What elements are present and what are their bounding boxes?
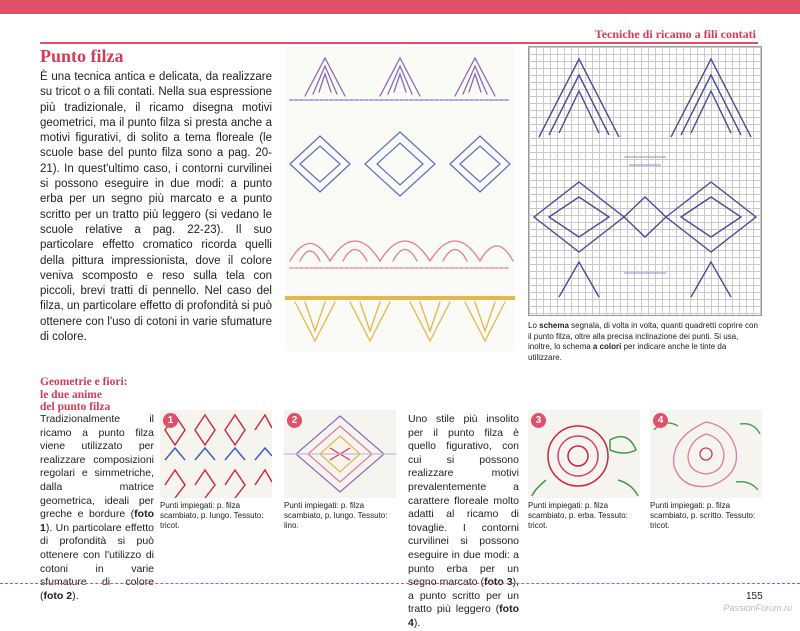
embroidery-sample-photo — [285, 46, 515, 351]
section-header: Tecniche di ricamo a fili contati — [594, 27, 756, 41]
schema-caption: Lo schema segnala, di volta in volta, quanti quadretti coprire con il punto filza, oltre alla precisa inclinazione dei punti. Si usa, inoltre, lo schema a colori per indicare anche le tinte da utilizzare. — [528, 321, 758, 362]
watermark: PassionForum.ru — [723, 603, 792, 613]
photo-2 — [284, 410, 396, 498]
page-number: 155 — [746, 591, 763, 602]
section2-column1-text: Tradizionalmente il ricamo a punto filza viene utilizzato per realizzare composizioni regolari e simmetriche, dalla matrice geometrica, ideali per greche e bordure (foto 1). Un particolare effetto di profondità si può ottenere con l'utilizzo di cotoni in varie sfumature di colore (foto 2). — [40, 413, 154, 602]
photo-4 — [650, 410, 762, 498]
photo-3-caption: Punti impiegati: p. filza scambiato, p. erba. Tessuto: tricot. — [528, 501, 628, 530]
photo-3 — [528, 410, 640, 498]
footer-dashed-rule — [0, 583, 800, 584]
stitch-schema-illustration — [529, 47, 761, 315]
embroidery-sample-illustration — [285, 46, 515, 351]
photo-4-caption: Punti impiegati: p. filza scambiato, p. scritto. Tessuto: tricot. — [650, 501, 756, 530]
photo-2-caption: Punti impiegati: p. filza scambiato, p. lungo. Tessuto: lino. — [284, 501, 388, 530]
photo-2-number-badge: 2 — [287, 413, 302, 428]
stitch-schema-grid — [528, 46, 762, 316]
photo-1-number-badge: 1 — [163, 413, 178, 428]
photo-3-number-badge: 3 — [531, 413, 546, 428]
top-color-bar — [0, 0, 800, 14]
intro-text: È una tecnica antica e delicata, da realizzare su tricot o a fili contati. Nella sua espressione più tradizionale, il ricamo disegna motivi geometrici, ma il punto filza si presta anche a motivi figurativi, di solito a tema floreale (le scuole base del punto filza sono a pag. 20-21). In quest'ultimo caso, i contorni curvilinei si possono eseguire in due modi: a punto erba per un segno più marcato e a punto scritto per un tratto più leggero (si vedano le scuole relative a pag. 22-23). Il suo particolare effetto cromatico ricorda quelli della pittura impressionista, dove il colore veniva scomposto e reso sulla tela con piccoli, brevi tratti di pennello. Nel caso del filza, un particolare effetto di profondità si può ottenere con l'uso di cotoni in varie sfumature di colore. — [40, 71, 272, 344]
page-title: Punto filza — [40, 46, 124, 66]
section2-column2-text: Uno stile più insolito per il punto filza è quello figurativo, con cui si possono realizzare motivi prevalentemente a carattere floreale molto adatti al ricamo di tovaglie. I contorni curvilinei si possono eseguire in due modi: a punto erba per un segno marcato (foto 3), a punto scritto per un tratto più leggero (foto 4). — [408, 413, 519, 629]
photo-1 — [160, 410, 272, 498]
photo-4-number-badge: 4 — [653, 413, 668, 428]
photo-1-caption: Punti impiegati: p. filza scambiato, p. lungo. Tessuto: tricot. — [160, 501, 264, 530]
section2-title: Geometrie e fiori: le due anime del punto filza — [40, 376, 128, 413]
header-rule — [40, 42, 758, 44]
